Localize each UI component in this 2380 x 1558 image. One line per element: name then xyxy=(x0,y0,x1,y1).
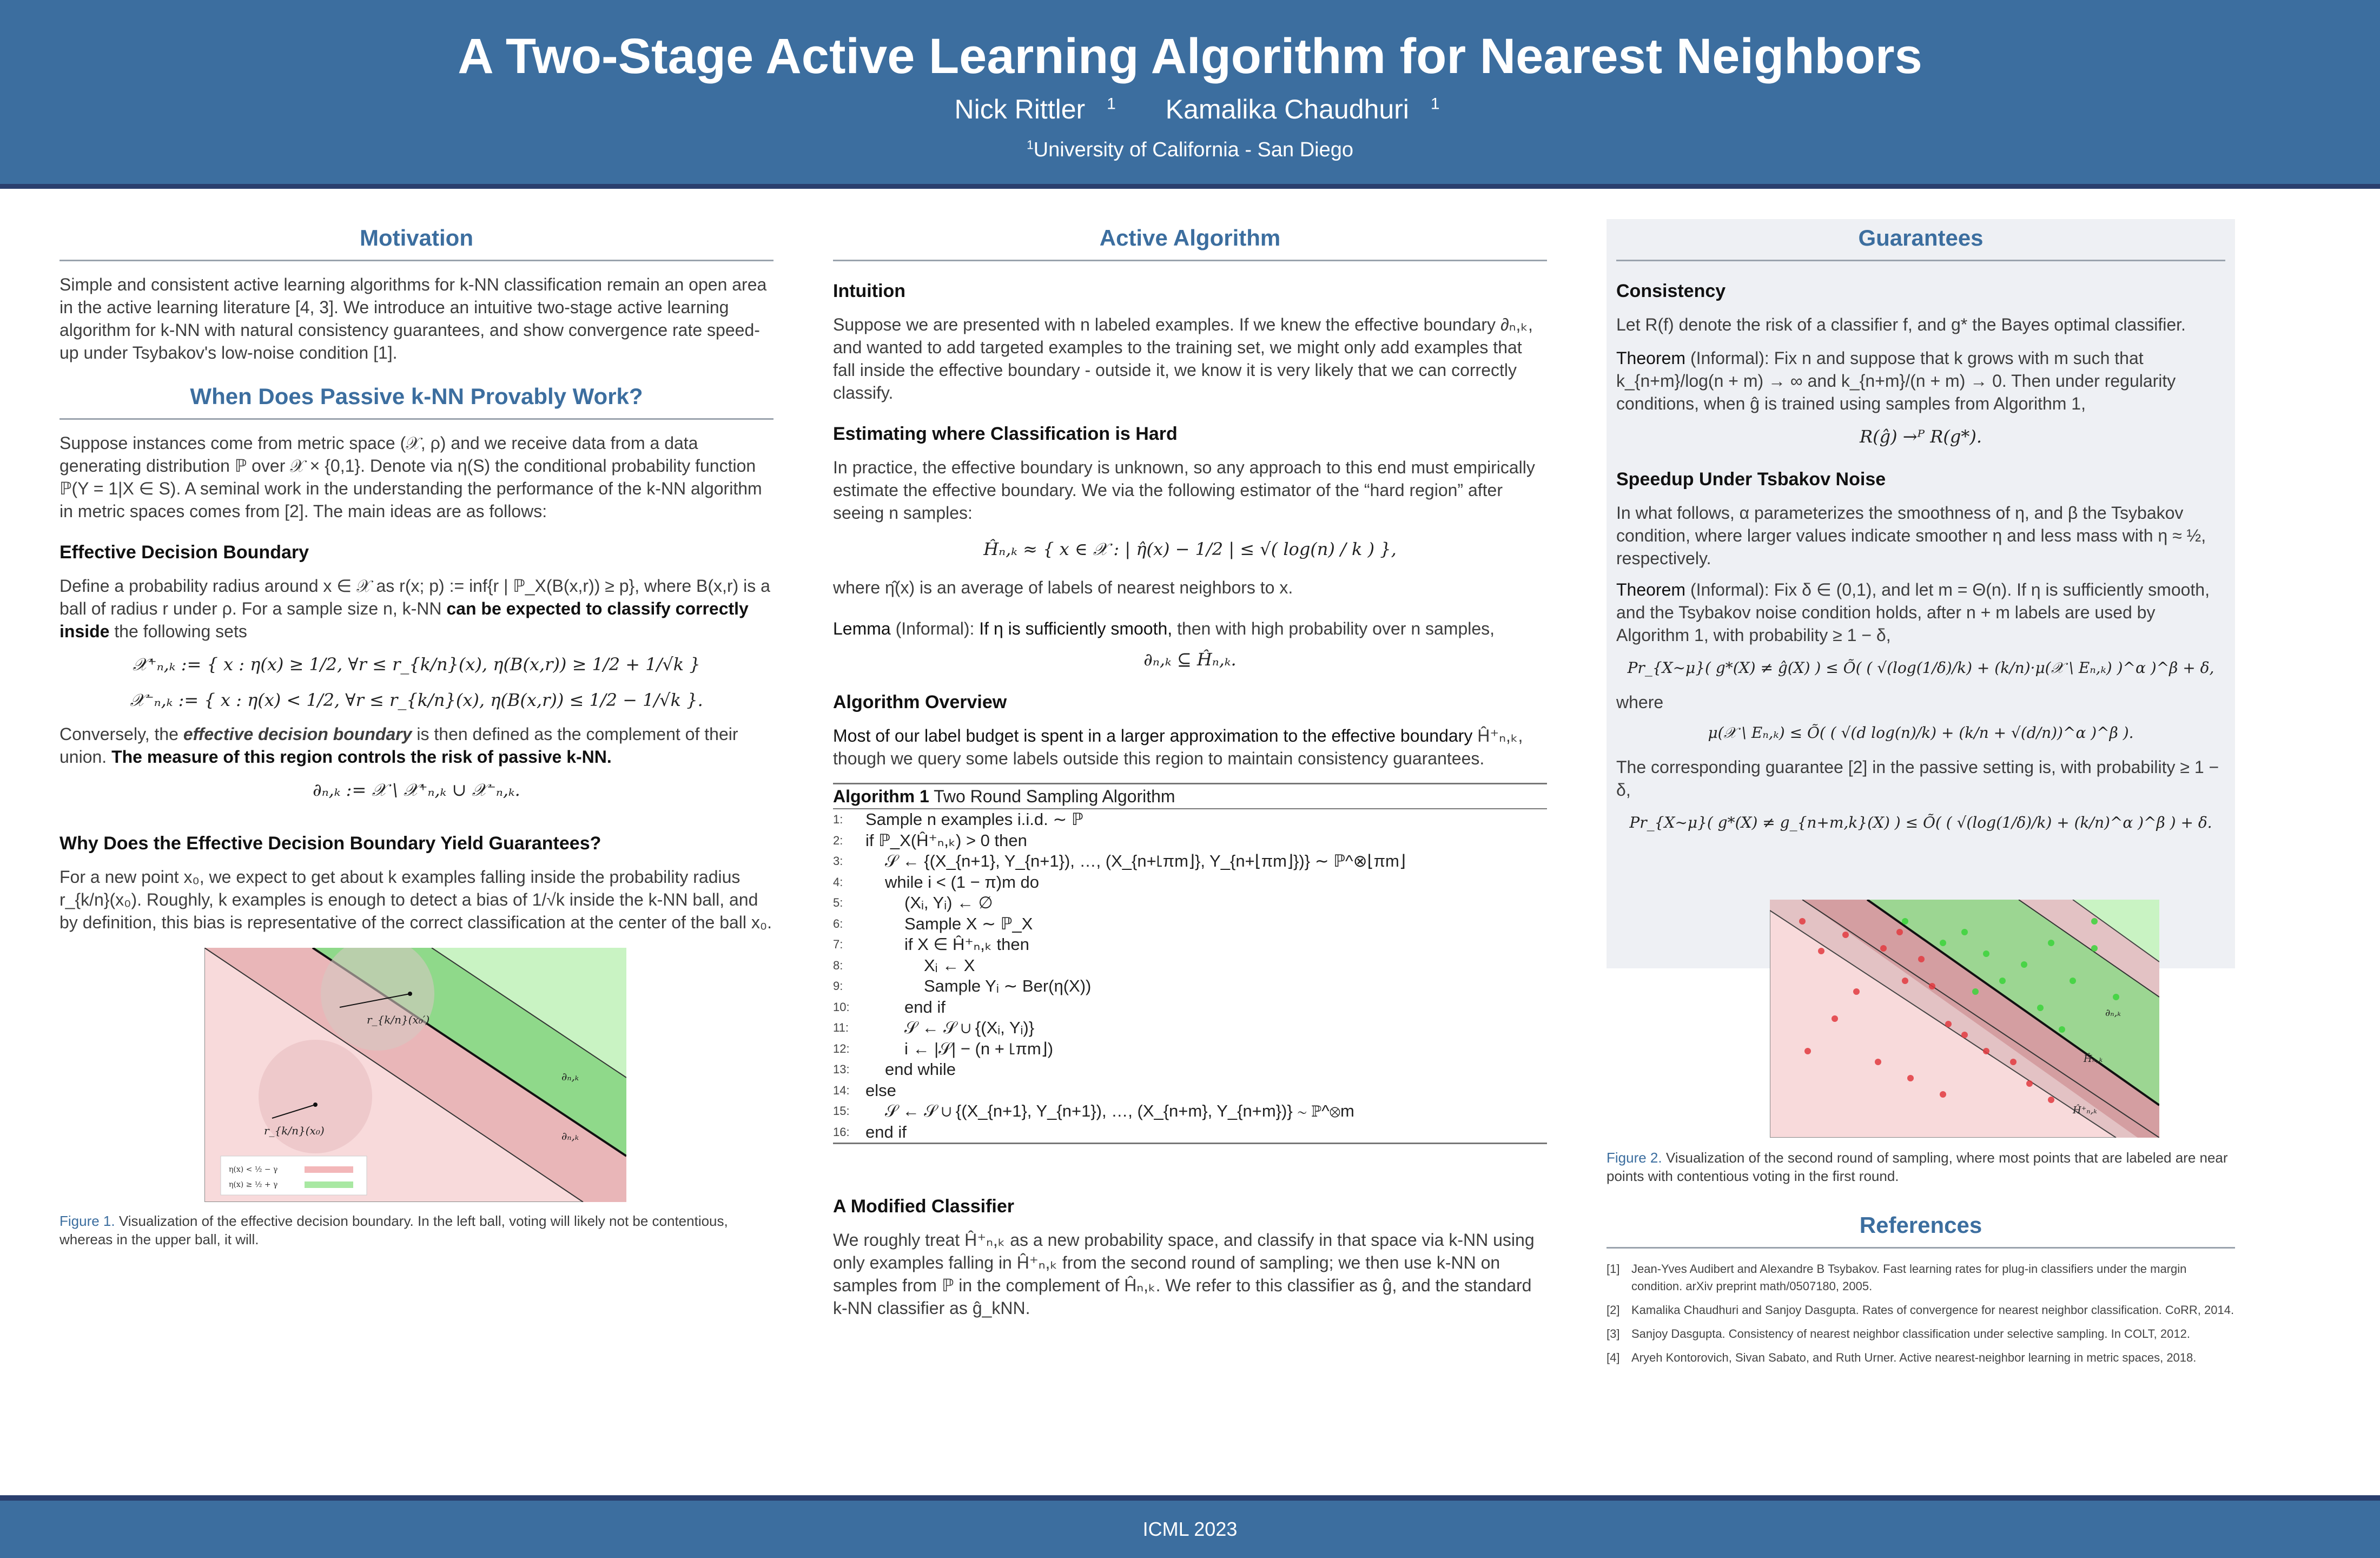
subsection-title-estimate: Estimating where Classification is Hard xyxy=(833,424,1178,444)
boundary-text-c: The measure of this region controls the risk of passive k-NN. xyxy=(111,747,612,767)
algorithm-line xyxy=(833,851,1547,872)
algorithm-line-number: 8: xyxy=(833,958,843,972)
algorithm-line-number: 10: xyxy=(833,1000,850,1014)
figure1-center-upper xyxy=(408,992,412,996)
green-sample-point xyxy=(1999,978,2006,984)
overview-emphasis: Most of our label budget is spent in a larger approximation to the effective boundary xyxy=(833,726,1473,745)
where-text: where xyxy=(1616,692,1664,712)
algorithm-line xyxy=(833,1059,1547,1080)
green-sample-point xyxy=(2021,961,2027,968)
algorithm-line-text: (Xᵢ, Yᵢ) ← ∅ xyxy=(904,893,993,912)
green-sample-point xyxy=(2070,978,2076,984)
green-sample-point xyxy=(1983,950,1989,957)
algorithm-line-text: while i < (1 − π)m do xyxy=(885,872,1039,892)
figure1-caption xyxy=(60,1212,774,1249)
section-title-guarantees: Guarantees xyxy=(1616,216,2225,261)
subsection-title-consistency: Consistency xyxy=(1616,281,1726,301)
equation-x-plus: 𝒳⁺ₙ,ₖ := { x : η(x) ≥ 1/2, ∀r ≤ r_{k/n}(x), η(B(x,r)) ≥ 1/2 + 1/√k } xyxy=(133,654,700,675)
algorithm-line xyxy=(833,1080,1547,1101)
green-sample-point xyxy=(1961,929,1968,935)
reference-item xyxy=(1606,1260,2235,1295)
poster-footer: ICML 2023 xyxy=(0,1501,2380,1558)
algorithm-line-number: 15: xyxy=(833,1104,850,1118)
reference-text: Sanjoy Dasgupta. Consistency of nearest neighbor classification under selective sampling. In COLT, 2012. xyxy=(1631,1327,2190,1341)
lemma-condition: If η is sufficiently smooth, xyxy=(979,619,1173,638)
algorithm-box xyxy=(833,783,1547,1144)
intuition-text: Suppose we are presented with n labeled examples. If we knew the effective boundary ∂ₙ,ₖ, and wanted to add targeted examples to the training set, we might only add examples that fall inside the effective boundary - outside it, we know it is very likely that we can correctly classify. xyxy=(833,315,1533,402)
equation-where: μ(𝒳 \ Eₙ,ₖ) ≤ Õ( ( √(d log(n)/k) + (k/n + √(d/n))^α )^β ). xyxy=(1708,724,2134,742)
reference-number: [4] xyxy=(1606,1351,1620,1364)
passive-intro: Suppose instances come from metric space (𝒳, ρ) and we receive data from a data generating distribution ℙ over 𝒳 × {0,1}. Denote via η(S) the conditional probability function ℙ(Y = 1|X ∈ S). A seminal work in the understanding the performance of the k-NN algorithm in metric spaces comes from [2]. The main ideas are as follows: xyxy=(60,433,762,521)
equation-consistency: R(ĝ) →ᴾ R(g*). xyxy=(1860,426,1982,447)
figure1-label-region-lower: ∂ₙ,ₖ xyxy=(561,1130,579,1143)
footer-divider xyxy=(0,1495,2380,1501)
edb-text-b: can be expected to classify correctly inside xyxy=(60,599,749,641)
figure2-caption-text: Visualization of the second round of sampling, where most points that are labeled are near points with contentious voting in the first round. xyxy=(1606,1150,2228,1184)
column-right xyxy=(1606,216,2235,1373)
consistency-text: Let R(f) denote the risk of a classifier f, and g* the Bayes optimal classifier. xyxy=(1616,315,2186,334)
algorithm-header xyxy=(833,784,1547,809)
algorithm-title: Two Round Sampling Algorithm xyxy=(934,787,1175,806)
algorithm-line xyxy=(833,934,1547,955)
edb-text xyxy=(60,575,774,643)
why-text: For a new point x₀, we expect to get about k examples falling inside the probability radius r_{k/n}(x₀). Roughly, k examples is enough to detect a bias of 1/√k inside the k-NN ball, and by definition, this bias is representative of the correct classification at the center of the ball x₀. xyxy=(60,867,772,932)
equation-rate: Pr_{X∼μ}( g*(X) ≠ ĝ(X) ) ≤ Õ( ( √(log(1/δ)/k) + (k/n)·μ(𝒳 \ Eₙ,ₖ) )^α )^β + δ, xyxy=(1627,659,2214,677)
author-sup: 1 xyxy=(1107,95,1116,113)
reference-text: Kamalika Chaudhuri and Sanjoy Dasgupta. Rates of convergence for nearest neighbor classification. CoRR, 2014. xyxy=(1631,1303,2234,1317)
column-left xyxy=(60,216,774,1249)
subsection-title-edb: Effective Decision Boundary xyxy=(60,542,309,563)
green-sample-point xyxy=(2091,945,2098,952)
subsection-title-intuition: Intuition xyxy=(833,281,906,301)
author-name: Kamalika Chaudhuri xyxy=(1165,94,1409,124)
algorithm-line-number: 13: xyxy=(833,1062,850,1076)
header-divider xyxy=(0,184,2380,189)
algorithm-line-number: 16: xyxy=(833,1125,850,1139)
author xyxy=(940,94,1115,124)
boundary-text-a: Conversely, the xyxy=(60,724,178,744)
red-sample-point xyxy=(1853,988,1860,995)
figure1-legend xyxy=(221,1156,367,1195)
algorithm-line-text: end while xyxy=(885,1060,956,1079)
algorithm-line-text: if X ∈ Ĥ⁺ₙ,ₖ then xyxy=(904,935,1029,954)
red-sample-point xyxy=(2048,1097,2054,1103)
green-sample-point xyxy=(2048,940,2054,946)
lemma-conclusion: then with high probability over n samples, xyxy=(1177,619,1495,638)
reference-list xyxy=(1606,1260,2235,1366)
red-sample-point xyxy=(1945,1021,1952,1027)
algorithm-line-number: 5: xyxy=(833,896,843,909)
boundary-emphasis: effective decision boundary xyxy=(183,724,412,744)
algorithm-lines xyxy=(833,809,1547,1143)
edb-text-a: Define a probability radius around x ∈ 𝒳 as r(x; p) := inf{r | ℙ_X(B(x,r)) ≥ p}, where B(x,r) is a ball of radius r under ρ. For a sample size n, k-NN xyxy=(60,576,770,618)
algorithm-line xyxy=(833,955,1547,976)
reference-number: [3] xyxy=(1606,1327,1620,1341)
algorithm-line-text: if ℙ_X(Ĥ⁺ₙ,ₖ) > 0 then xyxy=(865,830,1027,850)
lemma-informal: (Informal): xyxy=(895,619,975,638)
algorithm-line xyxy=(833,914,1547,935)
algorithm-line-text: end if xyxy=(904,997,946,1016)
theorem1-body: (Informal): Fix n and suppose that k grows with m such that k_{n+m}/log(n + m) → ∞ and k_{n+m}/(n + m) → 0. Then under regularity conditions, when ĝ is trained using samples from Algorithm 1, xyxy=(1616,348,2176,413)
algorithm-line-number: 7: xyxy=(833,938,843,951)
red-sample-point xyxy=(1842,932,1849,938)
algorithm-line-number: 2: xyxy=(833,833,843,847)
estimate-text: In practice, the effective boundary is unknown, so any approach to this end must empirically estimate the effective boundary. We via the following estimator of the “hard region” after seeing n samples: xyxy=(833,458,1535,523)
green-sample-point xyxy=(2059,1026,2065,1033)
algorithm-line-number: 12: xyxy=(833,1041,850,1055)
algorithm-line xyxy=(833,1039,1547,1060)
red-sample-point xyxy=(1818,948,1824,954)
algorithm-line-number: 4: xyxy=(833,875,843,889)
subsection-title-modified: A Modified Classifier xyxy=(833,1196,1015,1217)
algorithm-line-number: 9: xyxy=(833,979,843,993)
subsection-title-speedup: Speedup Under Tsbakov Noise xyxy=(1616,469,1886,490)
green-sample-point xyxy=(1940,940,1946,946)
red-sample-point xyxy=(1918,956,1925,962)
poster-header xyxy=(0,0,2380,184)
boundary-text-b: is then defined as the complement of their union. xyxy=(60,724,738,767)
affiliation-text: University of California - San Diego xyxy=(1033,138,1354,161)
figure2-label-inner: ∂ₙ,ₖ xyxy=(2105,1007,2121,1019)
algorithm-line-text: 𝒮 ← 𝒮 ∪ {(Xᵢ, Yᵢ)} xyxy=(904,1018,1035,1037)
algorithm-line-text: else xyxy=(865,1080,896,1100)
green-sample-point xyxy=(2091,918,2098,925)
equation-x-minus: 𝒳⁻ₙ,ₖ := { x : η(x) < 1/2, ∀r ≤ r_{k/n}(x), η(B(x,r)) ≤ 1/2 − 1/√k }. xyxy=(130,690,703,710)
author-sup: 1 xyxy=(1430,95,1440,113)
red-sample-point xyxy=(1875,1059,1881,1065)
section-title-passive: When Does Passive k-NN Provably Work? xyxy=(60,375,774,420)
boundary-definition-text xyxy=(60,723,774,768)
equation-hard-region: Ĥₙ,ₖ ≈ { x ∈ 𝒳 : | η̂(x) − 1/2 | ≤ √( log(n) / k ) }, xyxy=(983,539,1397,559)
figure2-label: Figure 2. xyxy=(1606,1150,1662,1166)
author xyxy=(1152,94,1440,124)
reference-number: [2] xyxy=(1606,1303,1620,1317)
algorithm-line xyxy=(833,1018,1547,1039)
red-sample-point xyxy=(1880,945,1887,952)
lemma-label: Lemma xyxy=(833,619,891,638)
equation-passive: Pr_{X∼μ}( g*(X) ≠ g_{n+m,k}(X) ) ≤ Õ( ( √(log(1/δ)/k) + (k/n)^α )^β ) + δ. xyxy=(1629,814,2212,831)
theorem2-label: Theorem xyxy=(1616,580,1686,599)
theorem1-label: Theorem xyxy=(1616,348,1686,368)
equation-lemma: ∂ₙ,ₖ ⊆ Ĥₙ,ₖ. xyxy=(1143,649,1237,670)
figure1-label-lower-ball: r_{k/n}(x₀) xyxy=(264,1124,325,1137)
overview-text xyxy=(833,724,1547,770)
red-sample-point xyxy=(1902,978,1908,984)
green-sample-point xyxy=(1972,988,1979,995)
figure2-diagram xyxy=(1770,900,2159,1138)
figure1-legend-label-green: η(x) ≥ ½ + γ xyxy=(229,1180,278,1189)
affiliation-sup: 1 xyxy=(1026,137,1034,152)
figure1-legend-label-red: η(x) < ½ − γ xyxy=(229,1165,278,1174)
algorithm-line-number: 14: xyxy=(833,1083,850,1097)
green-sample-point xyxy=(1902,918,1908,925)
figure1-label-region-upper: ∂ₙ,ₖ xyxy=(561,1070,579,1083)
red-sample-point xyxy=(1832,1015,1838,1022)
column-middle xyxy=(833,216,1547,1328)
algorithm-line-text: Sample n examples i.i.d. ∼ ℙ xyxy=(865,810,1083,829)
lemma-text xyxy=(833,617,1547,640)
algorithm-number: Algorithm 1 xyxy=(833,787,929,806)
red-sample-point xyxy=(1799,918,1806,925)
figure2-caption xyxy=(1606,1148,2235,1185)
reference-item xyxy=(1606,1349,2235,1366)
red-sample-point xyxy=(1940,1091,1946,1098)
theorem1-text xyxy=(1616,347,2225,415)
algorithm-line xyxy=(833,1101,1547,1122)
red-sample-point xyxy=(1896,929,1903,935)
algorithm-line-text: 𝒮 ← {(X_{n+1}, Y_{n+1}), …, (X_{n+⌊πm⌋}, Y_{n+⌊πm⌋})} ∼ ℙ^⊗⌊πm⌋ xyxy=(885,851,1406,870)
algorithm-line-text: end if xyxy=(865,1122,907,1141)
figure1-label: Figure 1. xyxy=(60,1213,115,1229)
theorem2-text xyxy=(1616,578,2225,646)
reference-number: [1] xyxy=(1606,1262,1620,1276)
algorithm-line-number: 1: xyxy=(833,813,843,826)
algorithm-line-number: 6: xyxy=(833,916,843,930)
reference-text: Jean-Yves Audibert and Alexandre B Tsybakov. Fast learning rates for plug-in classifiers under the margin condition. arXiv preprint math/0507180, 2005. xyxy=(1631,1262,2187,1293)
figure1-legend-swatch-red xyxy=(305,1166,353,1173)
overview-rest: Ĥ⁺ₙ,ₖ, though we query some labels outside this region to maintain consistency guarantees. xyxy=(833,726,1523,768)
reference-text: Aryeh Kontorovich, Sivan Sabato, and Ruth Urner. Active nearest-neighbor learning in metric spaces, 2018. xyxy=(1631,1351,2197,1364)
algorithm-line-number: 3: xyxy=(833,854,843,868)
algorithm-line-number: 11: xyxy=(833,1021,849,1034)
algorithm-line xyxy=(833,872,1547,893)
figure2-label-hat: Ĥₙ,ₖ xyxy=(2084,1053,2103,1065)
guarantees-section xyxy=(1606,216,2235,836)
algorithm-line xyxy=(833,830,1547,851)
red-sample-point xyxy=(2026,1080,2033,1087)
poster-title: A Two-Stage Active Learning Algorithm for Nearest Neighbors xyxy=(458,29,1922,84)
edb-text-c: the following sets xyxy=(114,622,247,641)
section-title-active: Active Algorithm xyxy=(833,216,1547,261)
algorithm-line xyxy=(833,976,1547,997)
figure1-center-lower xyxy=(313,1103,318,1107)
subsection-title-why: Why Does the Effective Decision Boundary Yield Guarantees? xyxy=(60,833,601,854)
section-title-motivation: Motivation xyxy=(60,216,774,261)
red-sample-point xyxy=(1961,1032,1968,1038)
red-sample-point xyxy=(1804,1048,1811,1054)
figure2-label-hat-plus: Ĥ⁺ₙ,ₖ xyxy=(2073,1105,2097,1116)
red-sample-point xyxy=(1983,1048,1989,1054)
algorithm-line-text: i ← |𝒮| − (n + ⌊πm⌋) xyxy=(904,1039,1054,1058)
algorithm-line xyxy=(833,1122,1547,1143)
author-list xyxy=(0,92,2380,127)
red-sample-point xyxy=(1907,1075,1914,1081)
green-sample-point xyxy=(2037,1005,2044,1011)
equation-boundary: ∂ₙ,ₖ := 𝒳 \ 𝒳⁺ₙ,ₖ ∪ 𝒳⁻ₙ,ₖ. xyxy=(313,780,520,800)
speedup-text: In what follows, α parameterizes the smoothness of η, and β the Tsybakov condition, where larger values indicate smoother η and less mass with η ≈ ½, respectively. xyxy=(1616,503,2206,568)
red-sample-point xyxy=(2010,1059,2017,1065)
section-title-references: References xyxy=(1606,1204,2235,1249)
algorithm-line-text: Sample Yᵢ ∼ Ber(η(X)) xyxy=(924,976,1092,995)
green-sample-point xyxy=(2113,994,2119,1000)
algorithm-line xyxy=(833,809,1547,830)
algorithm-line xyxy=(833,893,1547,914)
figure1-legend-swatch-green xyxy=(305,1181,353,1188)
subsection-title-overview: Algorithm Overview xyxy=(833,692,1007,712)
author-name: Nick Rittler xyxy=(954,94,1086,124)
reference-item xyxy=(1606,1302,2235,1319)
figure1-label-upper-ball: r_{k/n}(x₀′) xyxy=(367,1013,430,1026)
modified-text: We roughly treat Ĥ⁺ₙ,ₖ as a new probability space, and classify in that space via k-NN using only examples falling in Ĥ⁺ₙ,ₖ from the second round of sampling; we then use k-NN on samples from ℙ in the complement of Ĥₙ,ₖ. We refer to this classifier as ĝ, and the standard k-NN classifier as ĝ_kNN. xyxy=(833,1230,1535,1318)
reference-item xyxy=(1606,1325,2235,1343)
algorithm-line-text: Xᵢ ← X xyxy=(924,955,975,975)
hat-text: where η̂(x) is an average of labels of nearest neighbors to x. xyxy=(833,578,1293,597)
figure1-caption-text: Visualization of the effective decision boundary. In the left ball, voting will likely not be contentious, whereas in the upper ball, it will. xyxy=(60,1213,728,1247)
red-sample-point xyxy=(1929,983,1935,989)
algorithm-line-text: Sample X ∼ ℙ_X xyxy=(904,914,1033,933)
algorithm-line xyxy=(833,997,1547,1018)
figure1-diagram xyxy=(204,948,626,1202)
affiliation xyxy=(0,136,2380,163)
motivation-text: Simple and consistent active learning algorithms for k-NN classification remain an open area in the active learning literature [4, 3]. We introduce an intuitive two-stage active learning algorithm for k-NN with natural consistency guarantees, and show convergence rate speed-up under Tsybakov's low-noise condition [1]. xyxy=(60,275,767,362)
algorithm-line-text: 𝒮 ← 𝒮 ∪ {(X_{n+1}, Y_{n+1}), …, (X_{n+m}, Y_{n+m})} ∼ ℙ^⊗m xyxy=(885,1101,1354,1120)
passive-guarantee-text: The corresponding guarantee [2] in the passive setting is, with probability ≥ 1 − δ, xyxy=(1616,757,2219,800)
theorem2-body: (Informal): Fix δ ∈ (0,1), and let m = Θ(n). If η is sufficiently smooth, and the Tsybakov noise condition holds, after n + m labels are used by Algorithm 1, with probability ≥ 1 − δ, xyxy=(1616,580,2210,645)
